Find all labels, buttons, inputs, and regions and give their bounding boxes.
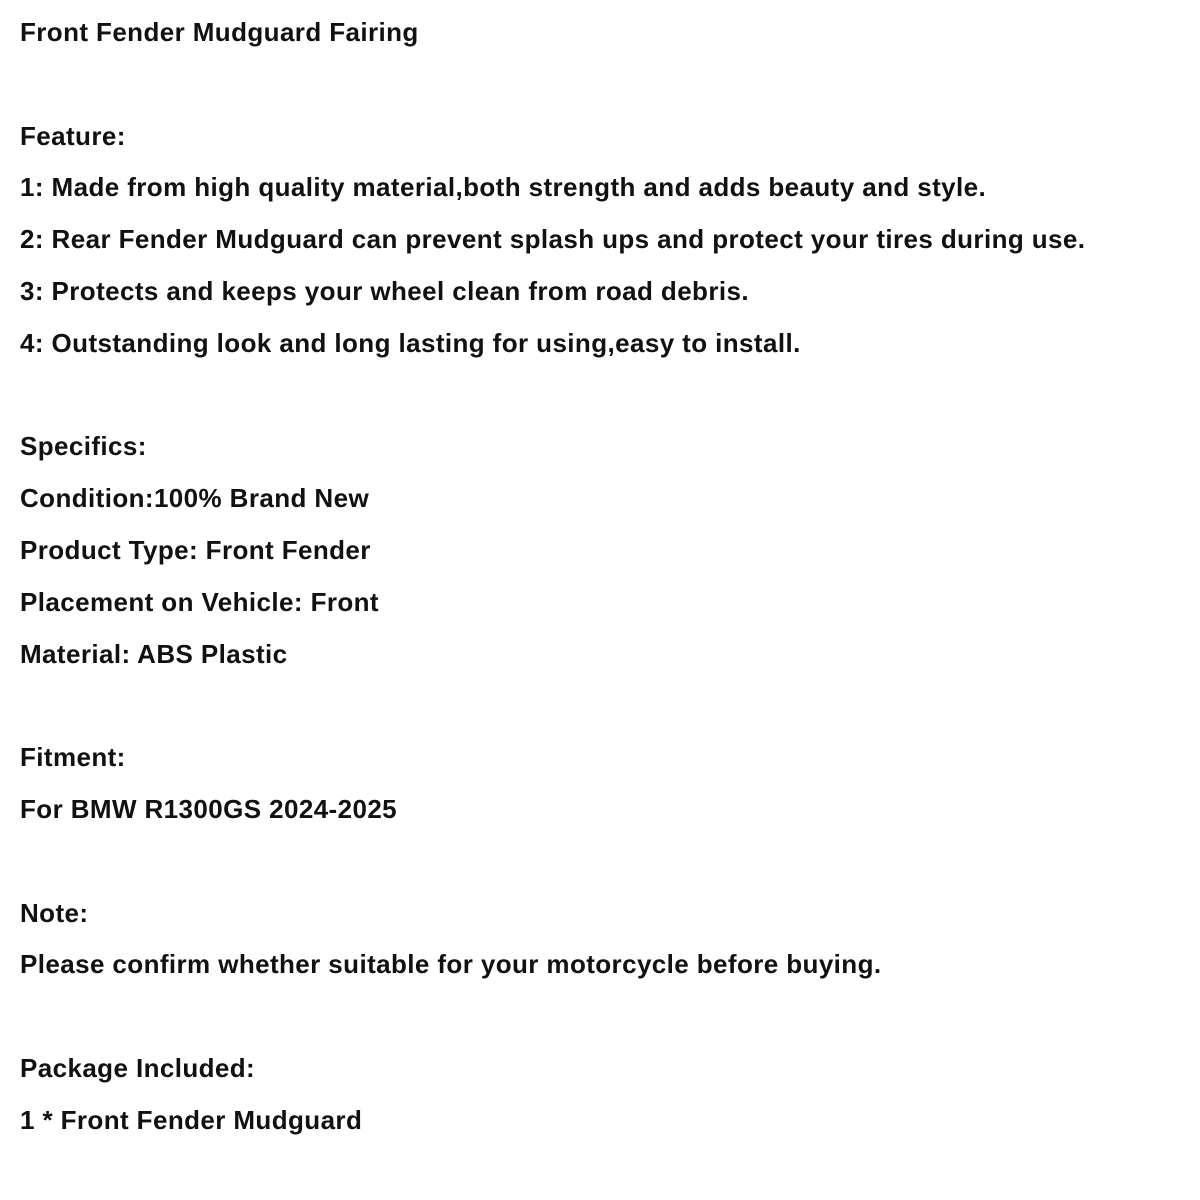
spacer	[20, 843, 1180, 895]
product-description	[20, 14, 1180, 1154]
spacer	[20, 66, 1180, 118]
specifics-heading: Specifics:	[20, 431, 147, 462]
package-text: 1 * Front Fender Mudguard	[20, 1104, 363, 1135]
specifics-placement: Placement on Vehicle: Front	[20, 586, 379, 617]
feature-item-3: 3: Protects and keeps your wheel clean from road debris.	[20, 275, 749, 306]
page-title: Front Fender Mudguard Fairing	[20, 17, 419, 47]
feature-item-1: 1: Made from high quality material,both strength and adds beauty and style.	[20, 172, 987, 203]
feature-heading: Feature:	[20, 120, 126, 151]
spacer	[20, 998, 1180, 1050]
specifics-product-type: Product Type: Front Fender	[20, 534, 371, 565]
note-heading: Note:	[20, 897, 89, 928]
spacer	[20, 687, 1180, 739]
package-heading: Package Included:	[20, 1052, 256, 1083]
note-text: Please confirm whether suitable for your motorcycle before buying.	[20, 949, 882, 980]
spacer	[20, 377, 1180, 429]
specifics-condition: Condition:100% Brand New	[20, 483, 370, 514]
feature-item-2: 2: Rear Fender Mudguard can prevent splash ups and protect your tires during use.	[20, 224, 1086, 255]
feature-item-4: 4: Outstanding look and long lasting for using,easy to install.	[20, 327, 801, 358]
specifics-material: Material: ABS Plastic	[20, 638, 288, 669]
fitment-text: For BMW R1300GS 2024-2025	[20, 793, 398, 824]
fitment-heading: Fitment:	[20, 742, 126, 773]
